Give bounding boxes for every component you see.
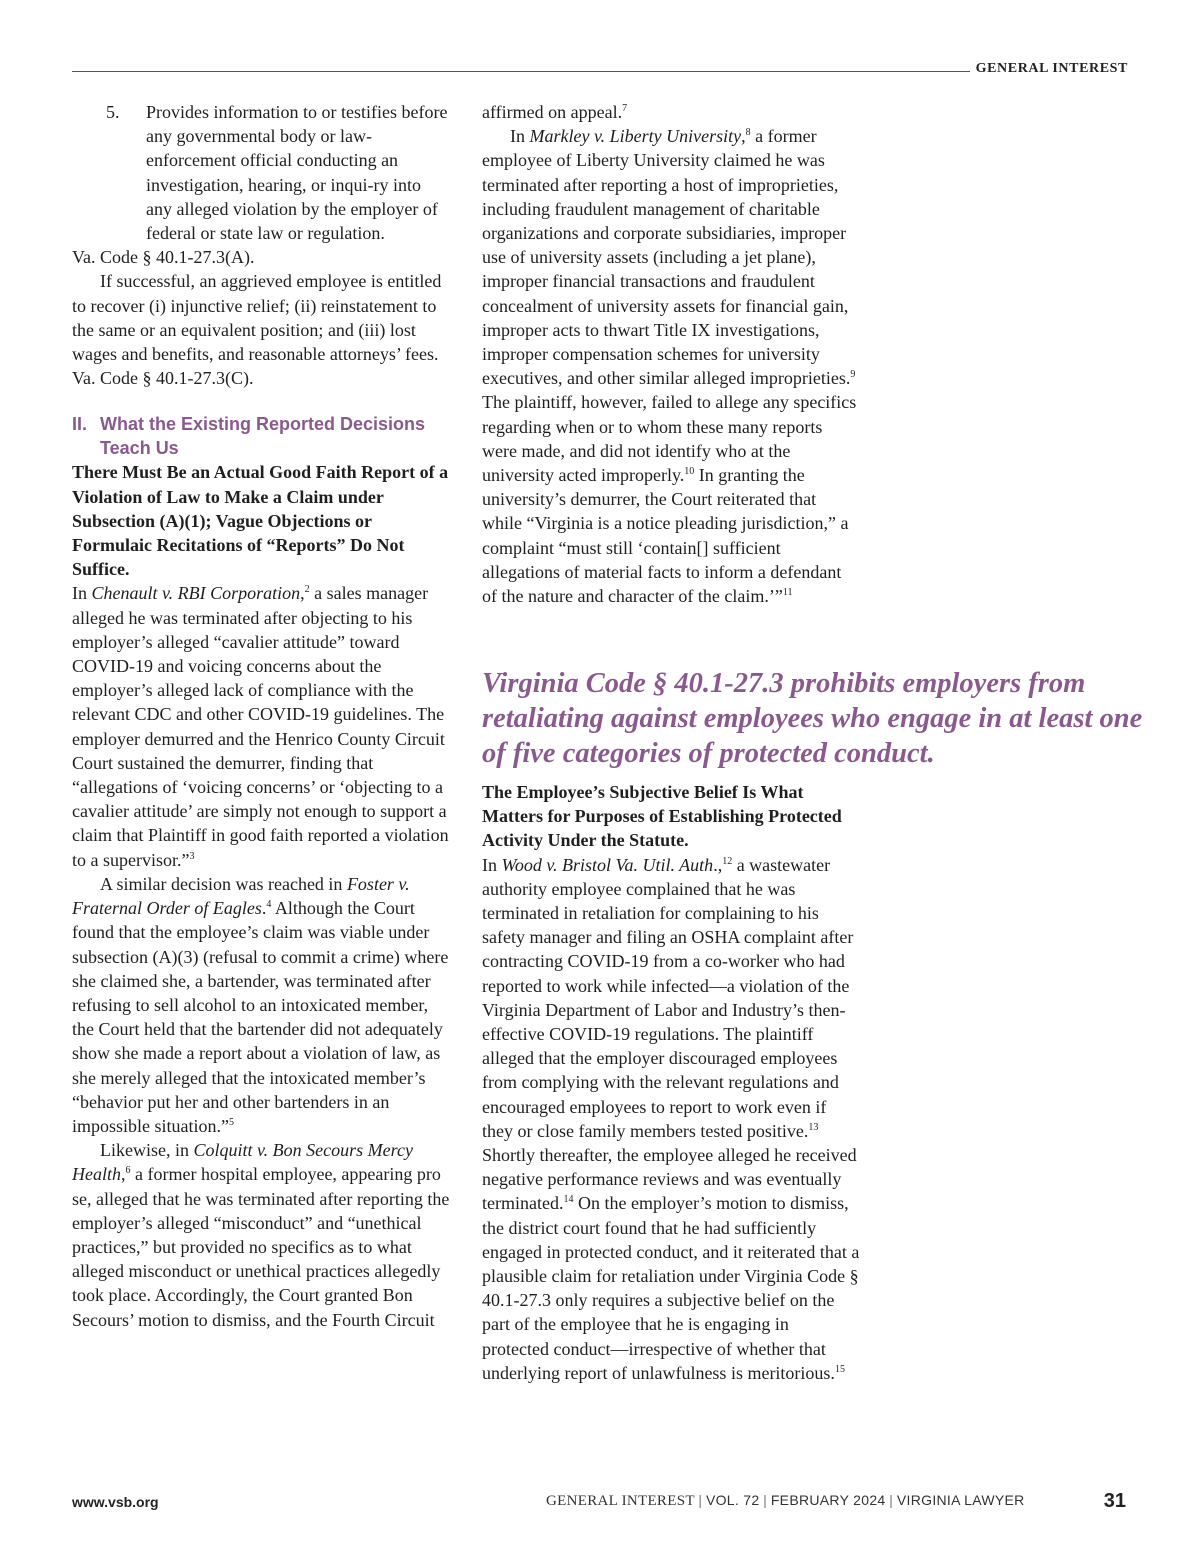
text-run: On the employer’s motion to dismiss, the district court found that he had sufficiently engaged in protected conduct, and it reiterated that a plausible claim for retaliation under Virginia Code § 40.1-27.3 only requires a subjective belief on the part of the employee that he is engaging in protected conduct—irrespective of whether that underlying report of unlawfulness is meritorious. <box>482 1193 860 1383</box>
text-run: Shortly thereafter, the employee alleged he received negative performance reviews and was eventually terminated. <box>482 1145 857 1214</box>
text-run: A similar decision was reached in <box>100 873 347 894</box>
footer-section: GENERAL INTEREST <box>546 1493 695 1509</box>
wood-paragraph: In Wood v. Bristol Va. Util. Auth.,$^{12}$ a wastewater authority employee complained that he was terminated in retaliation for complaining to his safety manager and filing an OSHA complaint after contracting COVID-19 from a co-worker who had reported to work while infected—a violation of the Virginia Department of Labor and Industry’s then-effective COVID-19 regulations. The plaintiff alleged that the employer discouraged employees from complying with the relevant regulations and encouraged employees to report to work even if they or close family members tested positive.$^{13}$ Shortly thereafter, the employee alleged he received negative performance reviews and was eventually terminated.$^{14}$ On the employer’s motion to dismiss, the district court found that he had sufficiently engaged in protected conduct, and it reiterated that a plausible claim for retaliation under Virginia Code § 40.1-27.3 only requires a subjective belief on the part of the employee that he is engaging in protected conduct—irrespective of whether that underlying report of unlawfulness is meritorious.$^{15}$ <box>482 854 860 1383</box>
text-run: The plaintiff, however, failed to allege any specifics regarding when or to whom these many reports were made, and did not identify who at the university acted improperly. <box>482 392 857 486</box>
footnote-ref: 12 <box>722 855 733 867</box>
left-column <box>72 100 450 1332</box>
footer-publication: VIRGINIA LAWYER <box>896 1492 1025 1508</box>
foster-paragraph: A similar decision was reached in Foster v. Fraternal Order of Eagles.$^4$ Although the Court found that the employee’s claim was viable under subsection (A)(3) (refusal to commit a crime) where she claimed she, a bartender, was terminated after refusing to sell alcohol to an intoxicated member, the Court held that the bartender did not adequately show she made a report about a violation of law, as she merely alleged that the intoxicated member’s “behavior put her and other bartenders in an impossible situation.”$^5$ <box>72 873 449 1136</box>
footer-url[interactable]: www.vsb.org <box>72 1494 159 1510</box>
footnote-ref: 13 <box>808 1121 819 1133</box>
affirmed-line <box>482 100 860 124</box>
text-run: Likewise, in <box>100 1140 194 1161</box>
footnote-ref: 14 <box>563 1194 574 1206</box>
case-name: Wood v. Bristol Va. Util. Auth <box>501 854 714 875</box>
case-name: Markley v. Liberty University <box>529 126 742 147</box>
header-rule <box>72 71 970 72</box>
statute-citation: Va. Code § 40.1-27.3(A). <box>72 247 255 268</box>
text-run: In granting the university’s demurrer, the Court reiterated that while “Virginia is a notice pleading jurisdiction,” a complaint “must still ‘contain[] sufficient allegations of material facts to inform a defendant of the nature and character of the claim.’” <box>482 465 849 607</box>
footnote-ref: 9 <box>850 369 856 381</box>
pull-quote: Virginia Code § 40.1-27.3 prohibits employers from retaliating against employees who engage in at least one of five categories of protected conduct. <box>482 668 1143 769</box>
list-item <box>72 100 450 245</box>
footnote-ref: 10 <box>684 466 695 478</box>
subheading-good-faith: There Must Be an Actual Good Faith Report of a Violation of Law to Make a Claim under Subsection (A)(1); Vague Objections or Formulaic Recitations of “Reports” Do Not Suffice. <box>72 462 449 580</box>
text-run: affirmed on appeal. <box>482 102 623 122</box>
footnote-ref: 2 <box>304 584 310 596</box>
section-heading <box>72 412 450 460</box>
footnote-ref: 8 <box>745 127 751 139</box>
right-column-lower <box>482 780 860 1385</box>
footnote-ref: 3 <box>189 850 195 862</box>
text-run: In <box>510 126 530 147</box>
text-run: Although the Court found that the employee’s claim was viable under subsection (A)(3) (refusal to commit a crime) where she claimed she, a bartender, was terminated after refusing to sell alcohol to an intoxicated member, the Court held that the bartender did not adequately show she made a report about a violation of law, as she merely alleged that the intoxicated member’s “behavior put her and other bartenders in an impossible situation.” <box>72 898 449 1136</box>
footnote-ref: 11 <box>782 587 793 599</box>
text-run: In <box>72 583 92 604</box>
page-number: 31 <box>1103 1490 1126 1512</box>
remedy-paragraph: If successful, an aggrieved employee is entitled to recover (i) injunctive relief; (ii) reinstatement to the same or an equivalent position; and (iii) lost wages and benefits, and reasonable attorneys’ fees. Va. Code § 40.1-27.3(C). <box>72 271 442 389</box>
section-label: GENERAL INTEREST <box>975 61 1128 76</box>
case-name: Colquitt v. Bon Secours Mercy Health <box>72 1140 413 1185</box>
list-text: Provides information to or testifies before any governmental body or law-enforcement official conducting an investigation, hearing, or inqui-ry into any alleged violation by the employer of federal or state law or regulation. <box>146 102 448 244</box>
right-column <box>482 100 860 608</box>
footnote-ref: 5 <box>229 1116 234 1128</box>
text-run: a sales manager alleged he was terminated after objecting to his employer’s alleged “cavalier attitude” toward COVID-19 and voicing concerns about the employer’s alleged lack of compliance with the relevant CDC and other COVID-19 guidelines. The employer demurred and the Henrico County Circuit Court sustained the demurrer, finding that “allegations of ‘voicing concerns’ or ‘objecting to a cavalier attitude’ are simply not enough to support a claim that Plaintiff in good faith reported a violation to a supervisor.” <box>72 583 449 870</box>
chenault-paragraph: In Chenault v. RBI Corporation,$^2$ a sales manager alleged he was terminated after objecting to his employer’s alleged “cavalier attitude” toward COVID-19 and voicing concerns about the employer’s alleged lack of compliance with the relevant CDC and other COVID-19 guidelines. The employer demurred and the Henrico County Circuit Court sustained the demurrer, finding that “allegations of ‘voicing concerns’ or ‘objecting to a cavalier attitude’ are simply not enough to support a claim that Plaintiff in good faith reported a violation to a supervisor.”$^3$ <box>72 583 449 870</box>
footer-date: FEBRUARY 2024 <box>770 1492 886 1508</box>
colquitt-paragraph: Likewise, in Colquitt v. Bon Secours Mercy Health,$^6$ a former hospital employee, appearing pro se, alleged that he was terminated after reporting the employer’s alleged “misconduct” and “unethical practices,” but provided no specifics as to what alleged misconduct or unethical practices allegedly took place. Accordingly, the Court granted Bon Secours’ motion to dismiss, and the Fourth Circuit <box>72 1140 450 1330</box>
text-run: a wastewater authority employee complained that he was terminated in retaliation for complaining to his safety manager and filing an OSHA complaint after contracting COVID-19 from a co-worker who had reported to work while infected—a violation of the Virginia Department of Labor and Industry’s then-effective COVID-19 regulations. The plaintiff alleged that the employer discouraged employees from complying with the relevant regulations and encouraged employees to report to work even if they or close family members tested positive. <box>482 854 854 1141</box>
footer-info: GENERAL INTEREST | VOL. 72 | FEBRUARY 2024 | VIRGINIA LAWYER <box>546 1492 1025 1509</box>
section-number: II. <box>72 414 88 435</box>
footnote-ref: 4 <box>266 899 272 911</box>
footnote-ref: 6 <box>125 1165 131 1177</box>
text-run: a former hospital employee, appearing pro se, alleged that he was terminated after reporting the employer’s alleged “misconduct” and “unethical practices,” but provided no specifics as to what alleged misconduct or unethical practices allegedly took place. Accordingly, the Court granted Bon Secours’ motion to dismiss, and the Fourth Circuit <box>72 1164 450 1330</box>
footnote-ref: 7 <box>622 103 628 114</box>
case-name: Chenault v. RBI Corporation <box>91 583 301 604</box>
subheading-subjective-belief: The Employee’s Subjective Belief Is What Matters for Purposes of Establishing Protected Activity Under the Statute. <box>482 782 842 851</box>
footnote-ref: 15 <box>834 1363 845 1375</box>
text-run: In <box>482 854 502 875</box>
footer-volume: VOL. 72 <box>705 1492 760 1508</box>
text-run: a former employee of Liberty University claimed he was terminated after reporting a host of improprieties, including fraudulent management of charitable organizations and corporate subsidiaries, improper use of university assets (including a jet plane), improper financial transactions and fraudulent concealment of university assets for financial gain, improper acts to thwart Title IX investigations, improper compensation schemes for university executives, and other similar alleged improprieties. <box>482 126 851 389</box>
case-name: Foster v. Fraternal Order of Eagles <box>72 873 410 919</box>
markley-paragraph: In Markley v. Liberty University,$^8$ a former employee of Liberty University claimed he was terminated after reporting a host of improprieties, including fraudulent management of charitable organizations and corporate subsidiaries, improper use of university assets (including a jet plane), improper financial transactions and fraudulent concealment of university assets for financial gain, improper acts to thwart Title IX investigations, improper compensation schemes for university executives, and other similar alleged improprieties.$^9$ The plaintiff, however, failed to allege any specifics regarding when or to whom these many reports were made, and did not identify who at the university acted improperly.$^{10}$ In granting the university’s demurrer, the Court reiterated that while “Virginia is a notice pleading jurisdiction,” a complaint “must still ‘contain[] sufficient allegations of material facts to inform a defendant of the nature and character of the claim.’”$^{11}$ <box>482 126 857 607</box>
section-title: What the Existing Reported Decisions Teach Us <box>100 414 426 459</box>
list-number: 5. <box>106 102 120 122</box>
